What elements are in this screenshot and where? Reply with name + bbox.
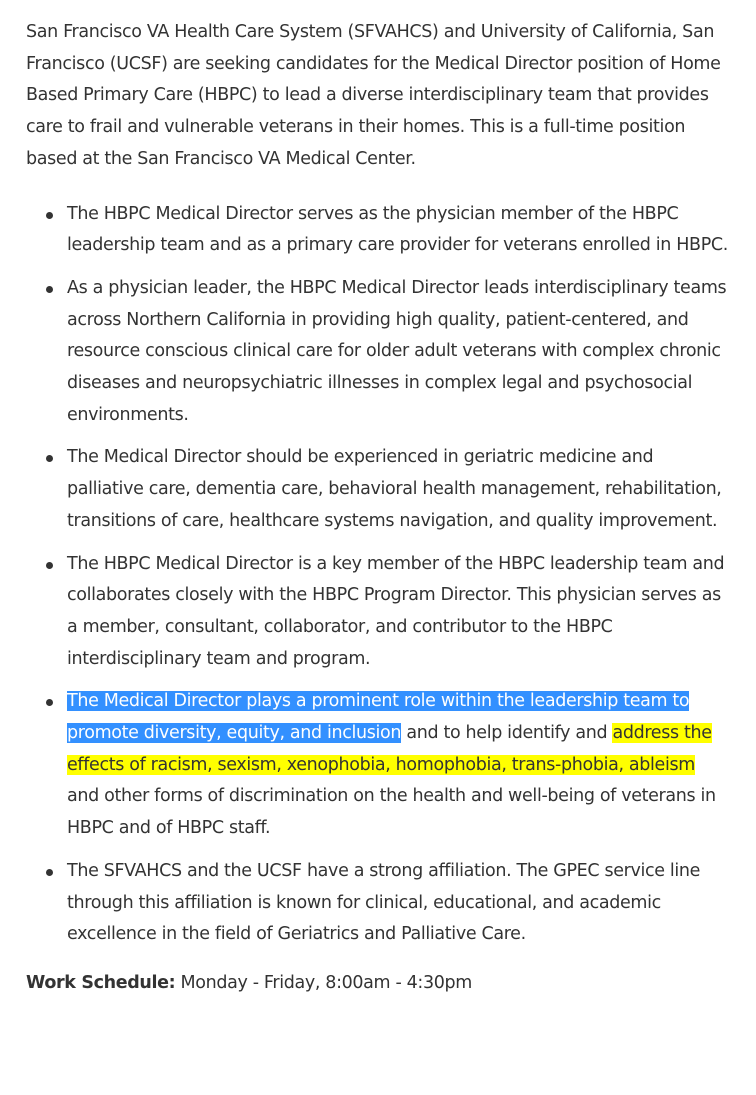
list-item: The Medical Director should be experienced in geriatric medicine and palliative care, dementia care, behavioral health management, rehabilitation, transitions of care, healthcare systems navigation, and quality improvement. [26,442,732,537]
plain-text: and other forms of discrimination on the health and well-being of veterans in HBPC and of HBPC staff. [67,786,716,839]
plain-text: and to help identify and [401,723,613,744]
work-schedule-value: Monday - Friday, 8:00am - 4:30pm [175,972,472,993]
list-item: The SFVAHCS and the UCSF have a strong affiliation. The GPEC service line through this affiliation is known for clinical, educational, and academic excellence in the field of Geriatrics and Palliative Care. [26,856,732,951]
responsibilities-list [26,199,732,951]
list-item: The HBPC Medical Director serves as the physician member of the HBPC leadership team and as a primary care provider for veterans enrolled in HBPC. [26,199,732,262]
intro-paragraph: San Francisco VA Health Care System (SFVAHCS) and University of California, San Francisco (UCSF) are seeking candidates for the Medical Director position of Home Based Primary Care (HBPC) to lead a diverse interdisciplinary team that provides care to frail and vulnerable veterans in their homes. This is a full-time position based at the San Francisco VA Medical Center. [26,22,721,169]
list-item: The HBPC Medical Director is a key member of the HBPC leadership team and collaborates closely with the HBPC Program Director. This physician serves as a member, consultant, collaborator, and contributor to the HBPC interdisciplinary team and program. [26,549,732,676]
list-item-highlighted[interactable] [26,686,732,845]
work-schedule [26,968,732,1000]
yellow-highlight-text: address the effects of racism, sexism, xenophobia, homophobia, trans-phobia, ableism [67,723,712,775]
list-item: As a physician leader, the HBPC Medical Director leads interdisciplinary teams across Northern California in providing high quality, patient-centered, and resource conscious clinical care for older adult veterans with complex chronic diseases and neuropsychiatric illnesses in complex legal and psychosocial environments. [26,273,732,432]
job-description [26,17,732,1000]
work-schedule-label: Work Schedule: [26,972,176,993]
selected-text[interactable]: The Medical Director plays a prominent role within the leadership team to promote diversity, equity, and inclusion [67,691,690,744]
